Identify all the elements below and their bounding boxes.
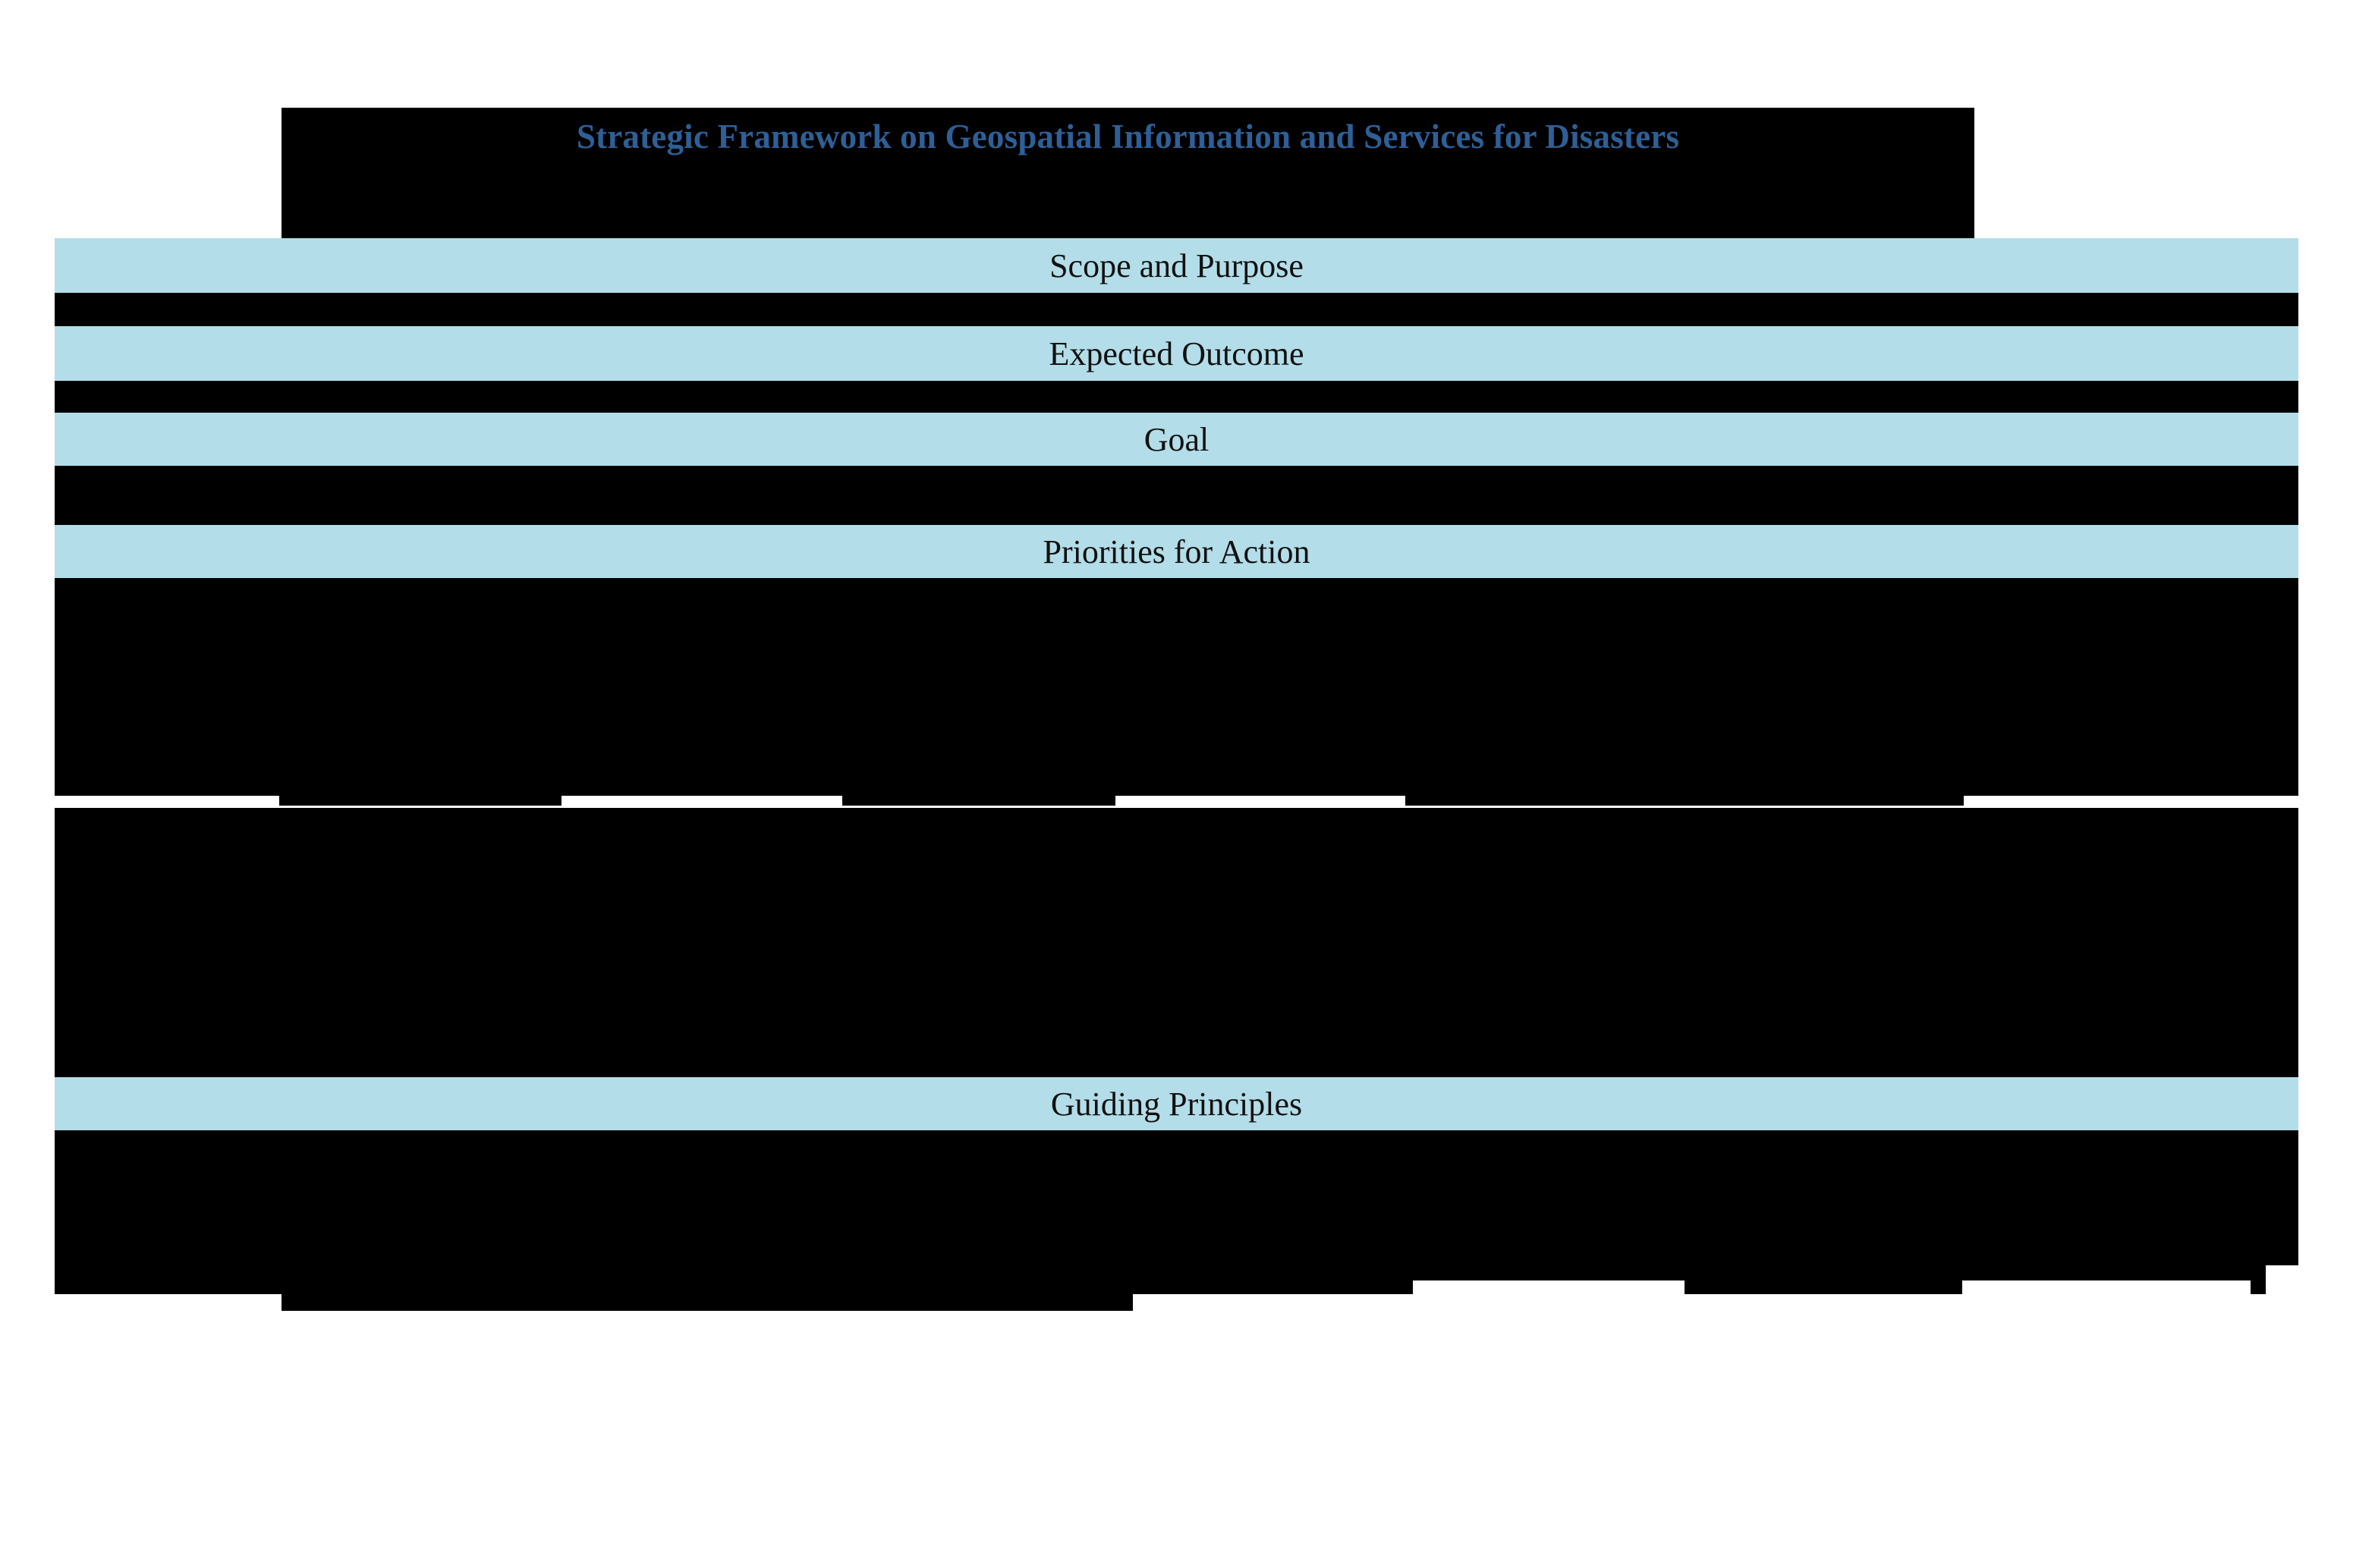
section-body-scope-and-purpose [55, 293, 2298, 326]
section-body-guiding-principles-row-right [1685, 1265, 1962, 1294]
section-header-guiding-principles [55, 1077, 2298, 1130]
section-header-expected-outcome [55, 326, 2298, 381]
section-body-guiding-principles-row-far-right [1962, 1265, 2251, 1280]
section-header-priorities-for-action [55, 525, 2298, 578]
section-body-priorities-bottom [55, 808, 2298, 1077]
section-label: Expected Outcome [1049, 335, 1304, 372]
section-label: Priorities for Action [1043, 533, 1310, 570]
section-header-scope-and-purpose [55, 238, 2298, 293]
section-body-guiding-principles-row-mid [1413, 1265, 1685, 1280]
section-body-guiding-principles-row-tail [2251, 1265, 2266, 1294]
priorities-column-gap-5 [2249, 796, 2298, 808]
section-header-goal [55, 413, 2298, 466]
section-body-goal [55, 466, 2298, 525]
priorities-column-gap-2 [562, 796, 842, 808]
section-body-expected-outcome [55, 381, 2298, 413]
section-body-guiding-principles-row-left [55, 1265, 1413, 1294]
section-label: Scope and Purpose [1049, 247, 1304, 284]
section-body-priorities-top [55, 578, 2298, 806]
section-label: Guiding Principles [1050, 1085, 1303, 1123]
page-title: Strategic Framework on Geospatial Information and Services for Disasters [576, 118, 1680, 156]
priorities-column-gap-3 [1115, 796, 1405, 808]
priorities-column-gap-4 [1964, 796, 2249, 808]
section-body-guiding-principles [55, 1130, 2298, 1265]
priorities-column-gap-1 [55, 796, 279, 808]
section-body-guiding-principles-baseline [282, 1294, 1133, 1311]
section-label: Goal [1143, 420, 1210, 458]
diagram-title-block [282, 108, 1974, 238]
